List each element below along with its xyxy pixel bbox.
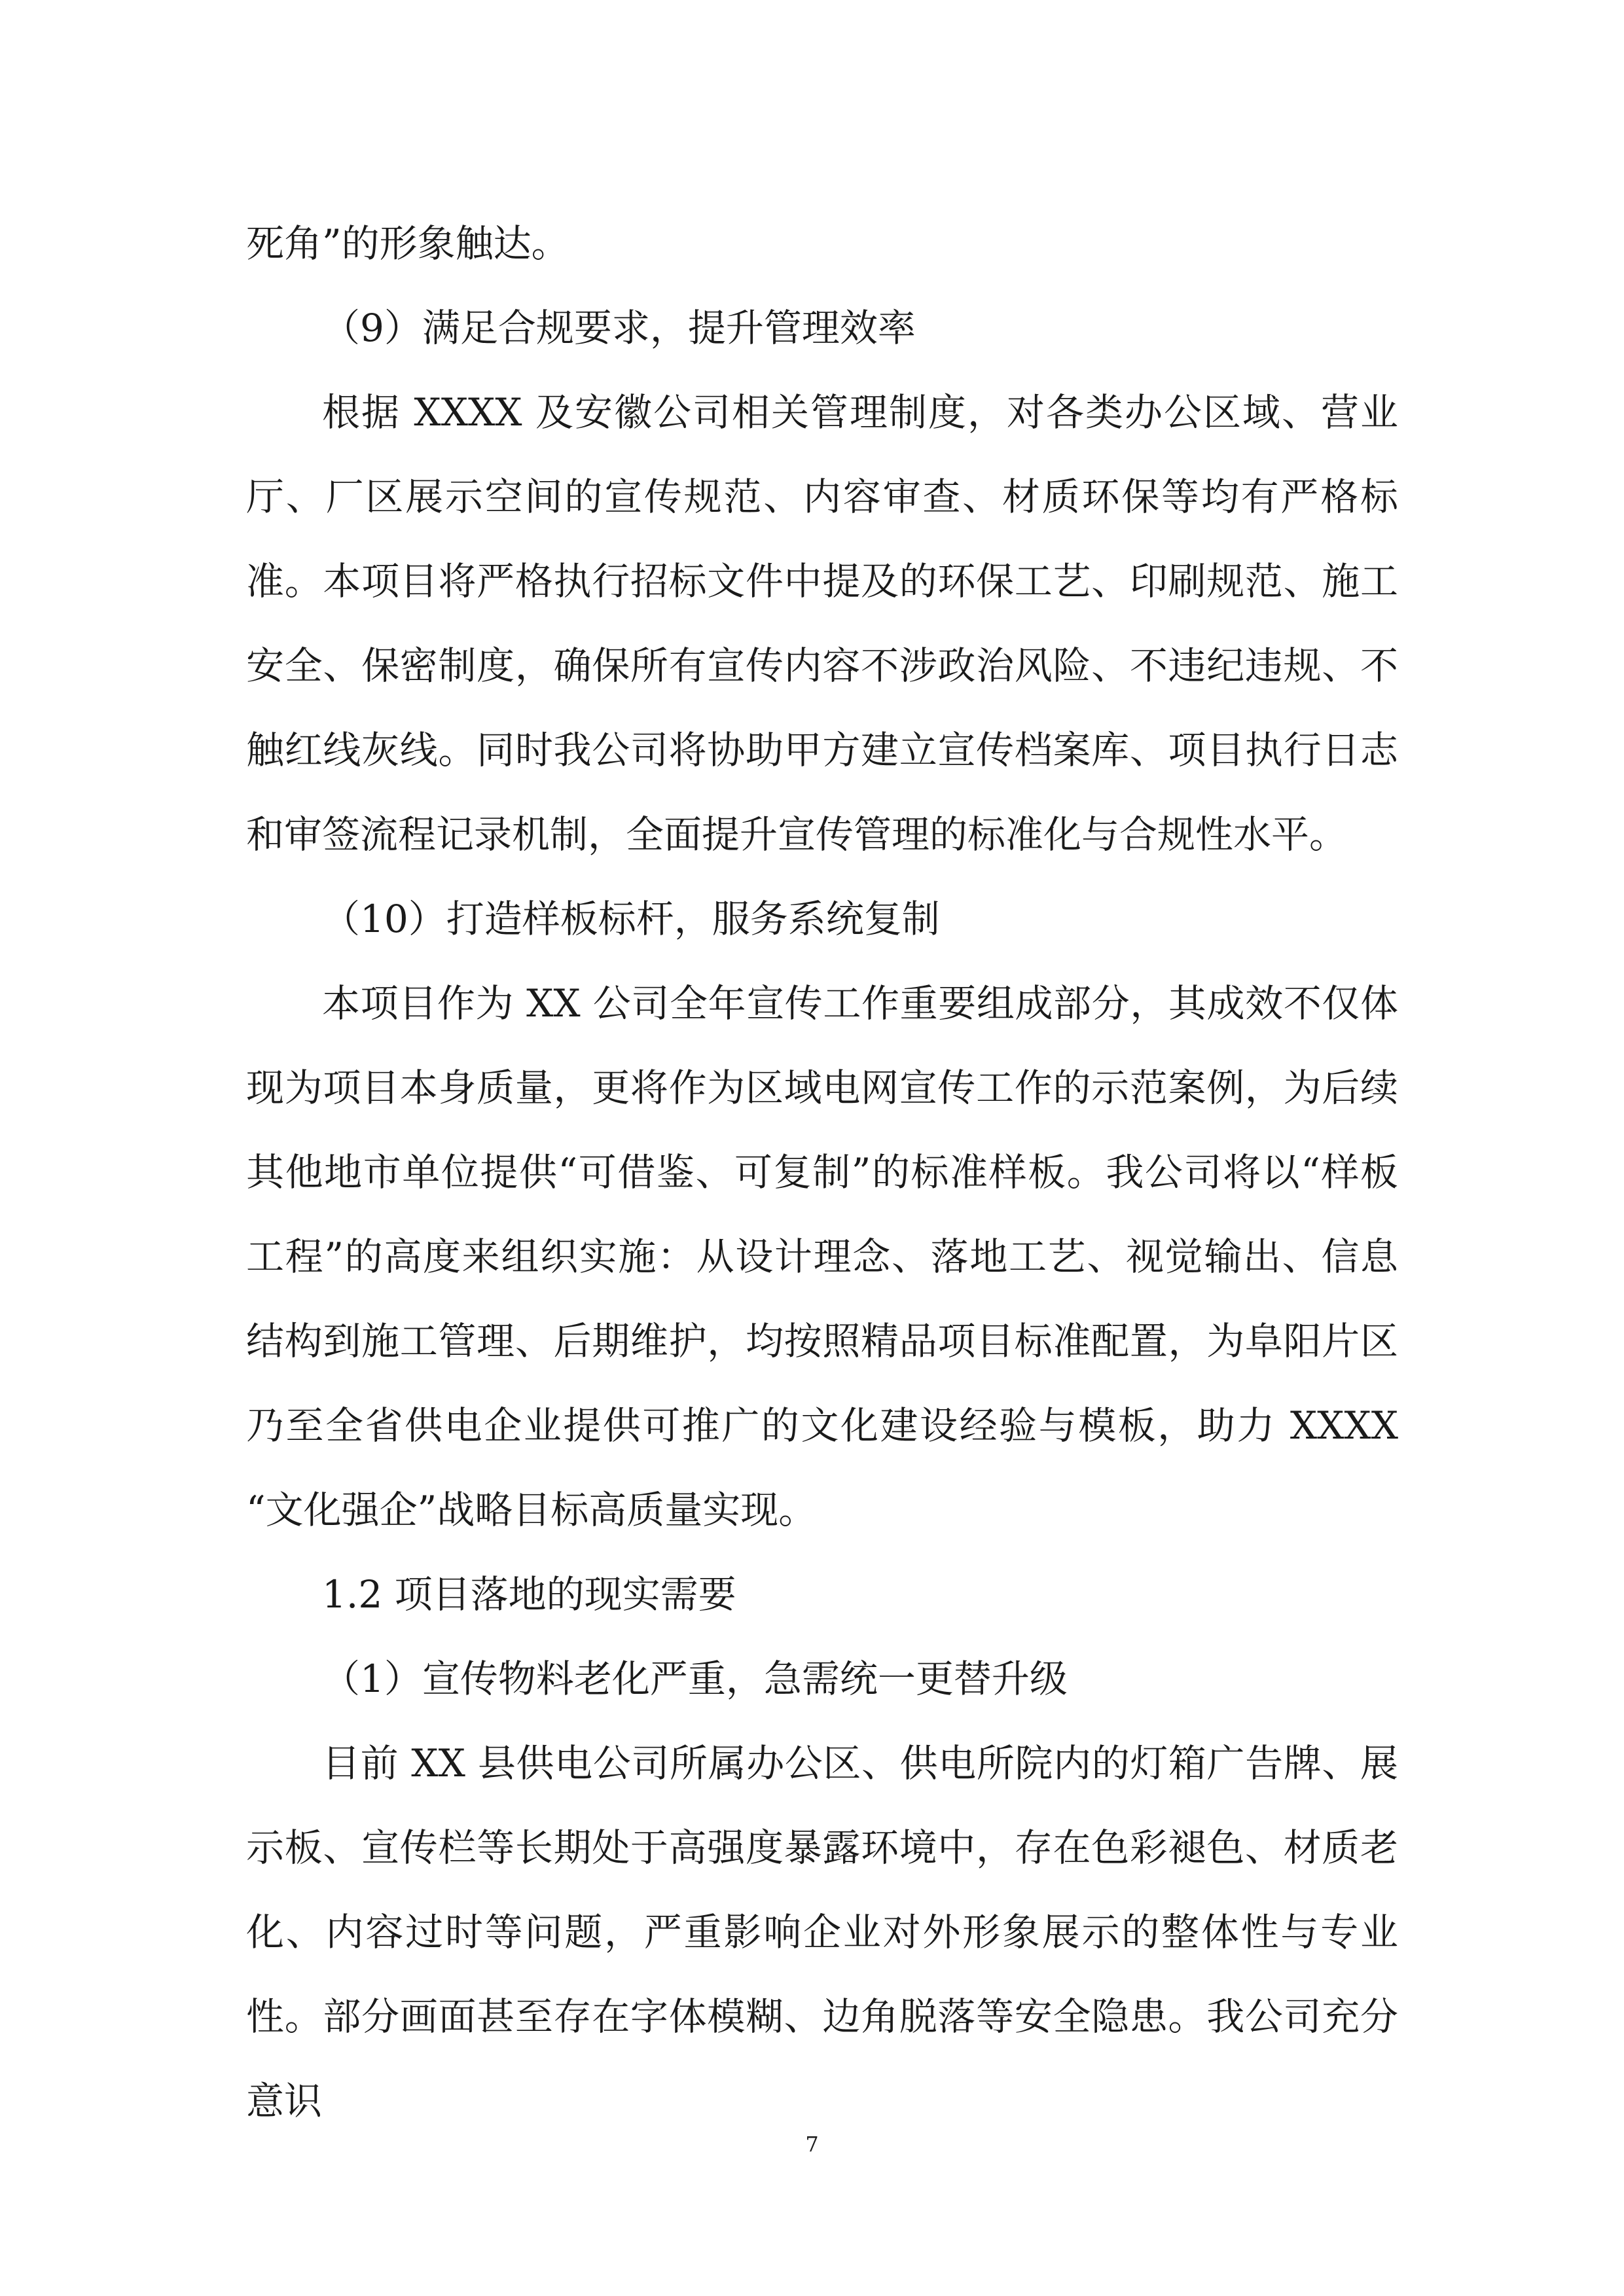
- section-heading-10: （10）打造样板标杆，服务系统复制: [322, 897, 940, 941]
- section-heading-1-2: 1.2 项目落地的现实需要: [322, 1572, 736, 1617]
- paragraph-materials: 目前 XX 县供电公司所属办公区、供电所院内的灯箱广告牌、展示板、宣传栏等长期处于高强度暴露环境中，存在色彩褪色、材质老化、内容过时等问题，严重影响企业对外形象展示的整体性与专业性。部分画面甚至存在字体模糊、边角脱落等安全隐患。我公司充分意识: [246, 1741, 1398, 2123]
- subsection-heading-1: （1）宣传物料老化严重，急需统一更替升级: [322, 1657, 1068, 1701]
- page-number: 7: [805, 2132, 819, 2157]
- paragraph-compliance: 根据 XXXX 及安徽公司相关管理制度，对各类办公区域、营业厅、厂区展示空间的宣传规范、内容审查、材质环保等均有严格标准。本项目将严格执行招标文件中提及的环保工艺、印刷规范、施工安全、保密制度，确保所有宣传内容不涉政治风险、不违纪违规、不触红线灰线。同时我公司将协助甲方建立宣传档案库、项目执行日志和审签流程记录机制，全面提升宣传管理的标准化与合规性水平。: [246, 390, 1398, 857]
- paragraph-template: 本项目作为 XX 公司全年宣传工作重要组成部分，其成效不仅体现为项目本身质量，更将作为区域电网宣传工作的示范案例，为后续其他地市单位提供“可借鉴、可复制”的标准样板。我公司将以“样板工程”的高度来组织实施：从设计理念、落地工艺、视觉输出、信息结构到施工管理、后期维护，均按照精品项目标准配置，为阜阳片区乃至全省供电企业提供可推广的文化建设经验与模板，助力 XXXX “文化强企”战略目标高质量实现。: [246, 981, 1398, 1532]
- paragraph-continuation: 死角”的形象触达。: [246, 221, 569, 266]
- body-text: [246, 202, 1398, 2144]
- section-heading-9: （9）满足合规要求，提升管理效率: [322, 306, 916, 350]
